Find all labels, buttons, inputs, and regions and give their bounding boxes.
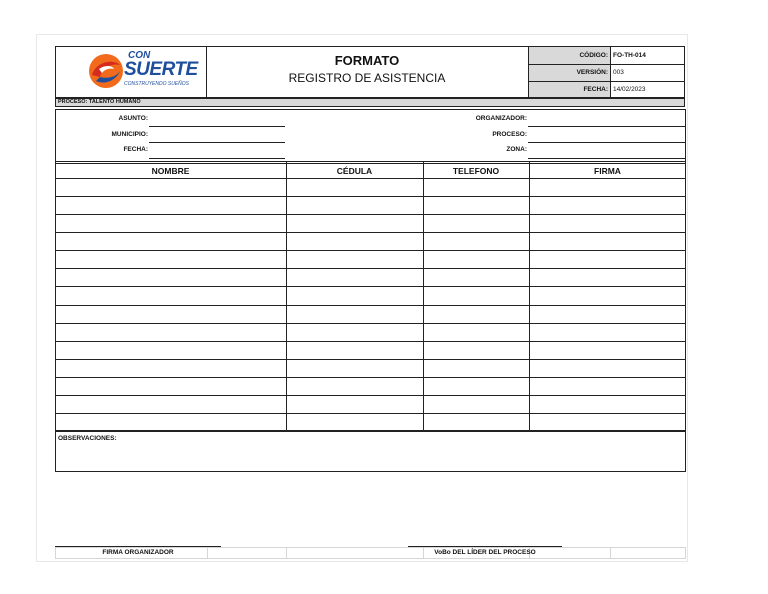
proceso-input[interactable]: [528, 128, 685, 143]
vobo-lider-label: VoBo DEL LÍDER DEL PROCESO: [434, 549, 536, 556]
col-header-telefono: TELEFONO: [452, 166, 500, 176]
table-row[interactable]: [55, 178, 686, 179]
fecha-meta-value: 14/02/2023: [613, 86, 646, 93]
table-row[interactable]: [55, 359, 686, 360]
table-row[interactable]: [55, 395, 686, 396]
table-row[interactable]: [55, 250, 686, 251]
logo-tagline: CONSTRUYENDO SUEÑOS: [124, 81, 190, 87]
logo-text-suerte: SUERTE: [124, 59, 198, 80]
fecha-meta-label: FECHA:: [583, 86, 608, 93]
asunto-input[interactable]: [149, 113, 285, 127]
table-row[interactable]: [55, 268, 686, 269]
firma-organizador-label: FIRMA ORGANIZADOR: [102, 549, 174, 556]
attendance-table: [55, 161, 686, 431]
company-logo: [56, 47, 206, 97]
logo-text-con: CON: [128, 50, 151, 61]
municipio-input[interactable]: [149, 128, 285, 143]
process-banner-text: PROCESO: TALENTO HUMANO: [58, 99, 141, 105]
col-header-nombre: NOMBRE: [151, 166, 190, 176]
fecha-input[interactable]: [149, 144, 285, 159]
zona-input[interactable]: [528, 144, 685, 159]
version-value: 003: [613, 69, 624, 76]
fecha-label: FECHA:: [123, 146, 148, 153]
form-subtitle: REGISTRO DE ASISTENCIA: [288, 71, 446, 85]
table-row[interactable]: [55, 196, 686, 197]
table-row[interactable]: [55, 377, 686, 378]
observaciones-label: OBSERVACIONES:: [58, 435, 117, 442]
form-title: FORMATO: [334, 53, 400, 68]
codigo-label: CÓDIGO:: [579, 52, 608, 59]
proceso-label: PROCESO:: [492, 131, 527, 138]
table-row[interactable]: [55, 341, 686, 342]
version-label: VERSIÓN:: [576, 69, 608, 76]
asunto-label: ASUNTO:: [118, 115, 148, 122]
table-row[interactable]: [55, 305, 686, 306]
table-row[interactable]: [55, 413, 686, 414]
table-row[interactable]: [55, 214, 686, 215]
table-row[interactable]: [55, 232, 686, 233]
table-row[interactable]: [55, 286, 686, 287]
logo-swirl-icon: [86, 51, 126, 91]
zona-label: ZONA:: [506, 146, 527, 153]
observaciones-box[interactable]: [55, 431, 686, 472]
attendance-form-sheet: [36, 34, 688, 562]
col-header-firma: FIRMA: [594, 166, 621, 176]
table-row[interactable]: [55, 323, 686, 324]
col-header-cedula: CÉDULA: [336, 166, 373, 176]
organizador-input[interactable]: [528, 113, 685, 127]
process-banner: [55, 98, 685, 107]
organizador-label: ORGANIZADOR:: [475, 115, 527, 122]
municipio-label: MUNICIPIO:: [111, 131, 148, 138]
codigo-value: FO-TH-014: [613, 52, 646, 59]
